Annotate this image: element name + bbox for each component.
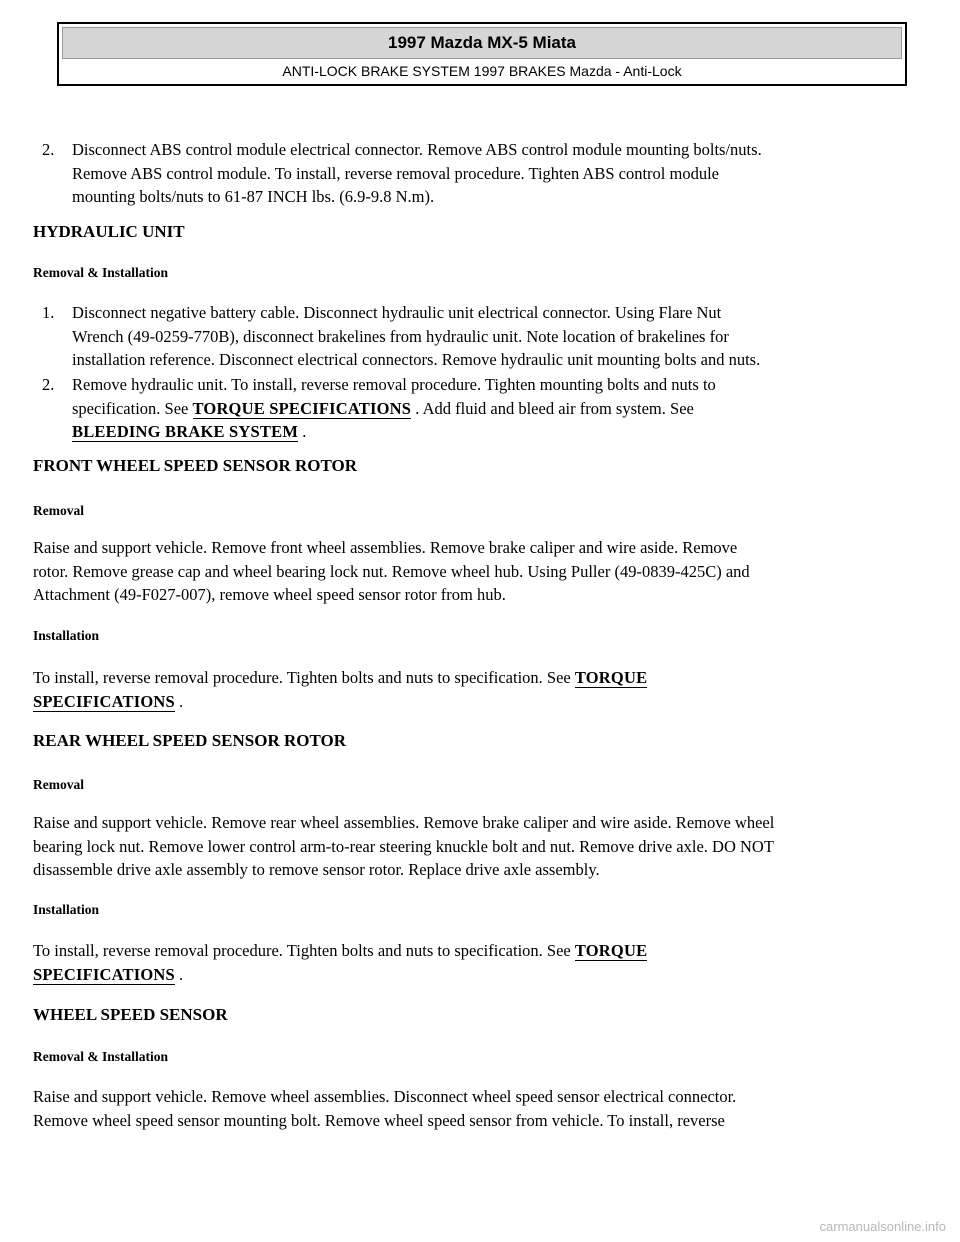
subheading-installation: Installation (33, 902, 100, 917)
specifications-link[interactable]: SPECIFICATIONS (33, 691, 175, 711)
step-line: Remove hydraulic unit. To install, reverse removal procedure. Tighten mounting bolts and nuts to (72, 375, 716, 394)
heading-hydraulic-unit: HYDRAULIC UNIT (33, 222, 185, 241)
document-header (57, 22, 907, 86)
step-abs-2 (33, 138, 913, 209)
header-subtitle: ANTI-LOCK BRAKE SYSTEM 1997 BRAKES Mazda - Anti-Lock (282, 63, 682, 79)
step-line: Disconnect ABS control module electrical connector. Remove ABS control module mounting bolts/nuts. (72, 140, 762, 159)
step-number: 1. (42, 303, 55, 322)
specifications-link[interactable]: SPECIFICATIONS (33, 964, 175, 984)
step-hydraulic-2 (33, 373, 913, 444)
watermark: carmanualsonline.info (819, 1219, 946, 1234)
heading-wheel-speed-sensor: WHEEL SPEED SENSOR (33, 1005, 228, 1024)
rear-rotor-removal-text: Raise and support vehicle. Remove rear wheel assemblies. Remove brake caliper and wire aside. Remove wheel bearing lock nut. Remove lower control arm-to-rear steering knuckle bolt and nut. Remove drive axle. DO NOT disassemble drive axle assembly to remove sensor rotor. Replace drive axle assembly. (33, 813, 775, 879)
bleeding-brake-system-link[interactable]: BLEEDING BRAKE SYSTEM (72, 422, 299, 441)
torque-link[interactable]: TORQUE (574, 668, 648, 687)
step-hydraulic-1 (33, 301, 913, 372)
subheading-removal: Removal (33, 503, 84, 518)
header-title: 1997 Mazda MX-5 Miata (62, 27, 902, 59)
rear-rotor-installation-text: To install, reverse removal procedure. Tighten bolts and nuts to specification. See TORQUE SPECIFICATIONS . (33, 941, 648, 984)
subheading-removal: Removal (33, 777, 84, 792)
step-line: Disconnect negative battery cable. Disconnect hydraulic unit electrical connector. Using Flare Nut (72, 303, 722, 322)
step-line: BLEEDING BRAKE SYSTEM . (72, 422, 307, 441)
front-rotor-removal-text: Raise and support vehicle. Remove front wheel assemblies. Remove brake caliper and wire aside. Remove rotor. Remove grease cap and wheel bearing lock nut. Remove wheel hub. Using Puller (49-0839-425C) and Attachment (49-F027-007), remove wheel speed sensor rotor from hub. (33, 538, 750, 604)
step-line: Wrench (49-0259-770B), disconnect brakelines from hydraulic unit. Note location of brakelines for (72, 326, 729, 346)
heading-front-wheel-speed-sensor-rotor: FRONT WHEEL SPEED SENSOR ROTOR (33, 456, 358, 475)
subheading-removal-installation: Removal & Installation (33, 1049, 168, 1064)
front-rotor-installation-text: To install, reverse removal procedure. Tighten bolts and nuts to specification. See TORQUE SPECIFICATIONS . (33, 668, 648, 711)
step-number: 2. (42, 375, 55, 394)
torque-link[interactable]: TORQUE (574, 941, 648, 960)
step-number: 2. (42, 140, 55, 159)
subheading-removal-installation: Removal & Installation (33, 265, 168, 280)
wheel-sensor-text: Raise and support vehicle. Remove wheel assemblies. Disconnect wheel speed sensor electrical connector. Remove wheel speed sensor mounting bolt. Remove wheel speed sensor from vehicle. To install, reverse (33, 1087, 737, 1130)
heading-rear-wheel-speed-sensor-rotor: REAR WHEEL SPEED SENSOR ROTOR (33, 731, 347, 750)
step-line: installation reference. Disconnect electrical connectors. Remove hydraulic unit mounting bolts and nuts. (72, 350, 761, 369)
step-line: mounting bolts/nuts to 61-87 INCH lbs. (6.9-9.8 N.m). (72, 187, 435, 206)
torque-specifications-link[interactable]: TORQUE SPECIFICATIONS (192, 398, 412, 418)
step-line: Remove ABS control module. To install, reverse removal procedure. Tighten ABS control module (72, 163, 719, 183)
step-line: specification. See TORQUE SPECIFICATIONS . Add fluid and bleed air from system. See (72, 398, 694, 418)
subheading-installation: Installation (33, 628, 100, 643)
